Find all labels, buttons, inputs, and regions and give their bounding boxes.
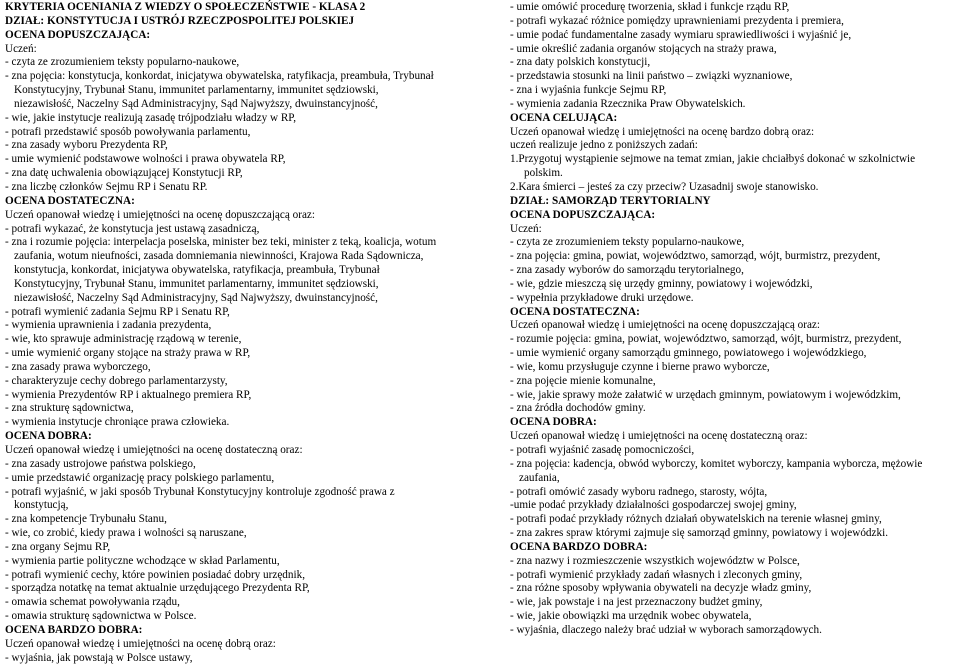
criteria-item: - zna zasady wyboru Prezydenta RP,: [5, 139, 168, 152]
criteria-item: - wyjaśnia, dlaczego należy brać udział w wyborach samorządowych.: [510, 623, 822, 636]
text-line: Uczeń:: [510, 222, 542, 235]
text-line: Uczeń opanował wiedzę i umiejętności na ocenę dobrą oraz:: [5, 637, 276, 650]
text-line: Uczeń opanował wiedzę i umiejętności na ocenę bardzo dobrą oraz:: [510, 125, 815, 138]
criteria-item: - zna pojęcia: kadencja, obwód wyborczy, komitet wyborczy, kampania wyborcza, mężowie: [510, 457, 923, 470]
criteria-item: - zna i wyjaśnia funkcje Sejmu RP,: [510, 84, 667, 97]
criteria-item: - zna różne sposoby wpływania obywateli na decyzje władz gminy,: [510, 582, 812, 595]
criteria-item: - wymienia zadania Rzecznika Praw Obywatelskich.: [510, 97, 746, 110]
text-line: uczeń realizuje jedno z poniższych zadań:: [510, 139, 698, 152]
criteria-item: - potrafi wyjaśnić zasadę pomocniczości,: [510, 444, 695, 456]
section-heading: KRYTERIA OCENIANIA Z WIEDZY O SPOŁECZEŃSTWIE - KLASA 2: [5, 1, 366, 13]
criteria-item: - potrafi wymienić przykłady zadań własnych i zleconych gminy,: [510, 568, 803, 581]
criteria-item: - charakteryzuje cechy dobrego parlamentarzysty,: [5, 374, 228, 387]
criteria-item: - zna pojęcie mienie komunalne,: [510, 374, 656, 387]
criteria-item: - zna organy Sejmu RP,: [5, 540, 111, 553]
section-heading: OCENA DOBRA:: [510, 416, 597, 429]
text-line: polskim.: [524, 167, 563, 180]
section-heading: OCENA DOBRA:: [5, 430, 92, 443]
text-line: Uczeń opanował wiedzę i umiejętności na ocenę dopuszczającą oraz:: [510, 319, 820, 332]
right-column: [510, 1, 955, 638]
criteria-item: - umie wymienić podstawowe wolności i prawa obywatela RP,: [5, 153, 286, 166]
criteria-item: - potrafi przedstawić sposób powoływania parlamentu,: [5, 125, 251, 138]
section-heading: OCENA CELUJĄCA:: [510, 111, 618, 124]
criteria-item: - zna pojęcia: gmina, powiat, województwo, samorząd, wójt, burmistrz, prezydent,: [510, 250, 881, 263]
criteria-item: - zna nazwy i rozmieszczenie wszystkich województw w Polsce,: [510, 554, 800, 567]
criteria-item: - potrafi wymienić cechy, które powinien posiadać dobry urzędnik,: [5, 568, 305, 581]
criteria-item: - wie, gdzie mieszczą się urzędy gminny, powiatowy i wojewódzki,: [510, 277, 813, 290]
section-heading: OCENA DOPUSZCZAJĄCA:: [5, 28, 151, 41]
criteria-item: - czyta ze zrozumieniem teksty popularno-naukowe,: [510, 236, 745, 249]
text-line: Uczeń opanował wiedzę i umiejętności na ocenę dostateczną oraz:: [510, 430, 808, 443]
text-line: konstytucja, konkordat, inicjatywa obywatelska, ratyfikacja, preambuła, Trybunał: [14, 264, 380, 277]
section-heading: OCENA DOSTATECZNA:: [5, 194, 135, 207]
criteria-item: - wymienia Prezydentów RP i aktualnego premiera RP,: [5, 388, 252, 401]
criteria-item: - wymienia uprawnienia i zadania prezydenta,: [5, 319, 212, 332]
criteria-item: - wie, co zrobić, kiedy prawa i wolności są naruszane,: [5, 527, 247, 540]
criteria-item: - sporządza notatkę na temat aktualnie urzędującego Prezydenta RP,: [5, 582, 310, 595]
criteria-item: - zna źródła dochodów gminy.: [510, 402, 646, 415]
section-heading: OCENA BARDZO DOBRA:: [510, 540, 648, 553]
criteria-item: - umie omówić procedurę tworzenia, skład i funkcje rządu RP,: [510, 1, 790, 13]
criteria-item: - zna kompetencje Trybunału Stanu,: [5, 513, 167, 526]
criteria-item: - umie określić zadania organów stojących na straży prawa,: [510, 42, 777, 55]
criteria-item: - zna zasady prawa wyborczego,: [5, 360, 151, 373]
section-heading: OCENA DOPUSZCZAJĄCA:: [510, 208, 656, 221]
criteria-item: - wie, jak powstaje i na jest przeznaczony budżet gminy,: [510, 596, 763, 609]
criteria-item: - potrafi omówić zasady wyboru radnego, starosty, wójta,: [510, 485, 768, 498]
criteria-item: - umie wymienić organy stojące na straży prawa w RP,: [5, 347, 251, 360]
text-line: 1.Przygotuj wystąpienie sejmowe na temat zmian, jakie chciałbyś dokonać w szkolnictwie: [510, 153, 916, 166]
criteria-item: - rozumie pojęcia: gmina, powiat, województwo, samorząd, wójt, burmistrz, prezydent,: [510, 333, 902, 346]
text-line: Uczeń:: [5, 42, 37, 55]
criteria-item: - wie, kto sprawuje administrację rządową w terenie,: [5, 333, 242, 346]
criteria-item: - zna zasady ustrojowe państwa polskiego,: [5, 457, 196, 470]
criteria-item: - zna daty polskich konstytucji,: [510, 56, 651, 69]
section-heading: OCENA DOSTATECZNA:: [510, 305, 640, 318]
text-line: Konstytucyjny, Trybunał Stanu, immunitet parlamentarny, immunitet sędziowski,: [14, 277, 379, 290]
text-line: Konstytucyjny, Trybunał Stanu, immunitet parlamentarny, immunitet sędziowski,: [14, 84, 379, 97]
text-line: niezawisłość, Naczelny Sąd Administracyjny, Sąd Najwyższy, dwuinstancyjność,: [14, 291, 378, 304]
criteria-item: - zna zakres spraw którymi zajmuje się samorząd gminny, powiatowy i wojewódzki.: [510, 527, 888, 540]
criteria-item: - zna datę uchwalenia obowiązującej Konstytucji RP,: [5, 167, 243, 180]
criteria-item: - zna pojęcia: konstytucja, konkordat, inicjatywa obywatelska, ratyfikacja, preambuła, Trybunał: [5, 70, 434, 83]
section-heading: DZIAŁ: SAMORZĄD TERYTORIALNY: [510, 194, 711, 207]
criteria-item: - umie wymienić organy samorządu gminnego, powiatowego i wojewódzkiego,: [510, 347, 867, 360]
criteria-item: - zna i rozumie pojęcia: interpelacja poselska, minister bez teki, minister z teką, koalicja, wotum: [5, 236, 437, 249]
criteria-item: - potrafi wykazać, że konstytucja jest ustawą zasadniczą,: [5, 222, 260, 235]
criteria-item: - przedstawia stosunki na linii państwo – związki wyznaniowe,: [510, 70, 793, 83]
criteria-item: - wie, jakie sprawy może załatwić w urzędach gminnym, powiatowym i wojewódzkim,: [510, 388, 901, 401]
criteria-item: - umie przedstawić organizację pracy polskiego parlamentu,: [5, 471, 275, 484]
criteria-item: - wymienia instytucje chroniące prawa człowieka.: [5, 416, 230, 429]
text-line: niezawisłość, Naczelny Sąd Administracyjny, Sąd Najwyższy, dwuinstancyjność,: [14, 97, 378, 110]
criteria-item: - czyta ze zrozumieniem teksty popularno-naukowe,: [5, 56, 240, 69]
criteria-item: - zna liczbę członków Sejmu RP i Senatu RP.: [5, 180, 208, 193]
criteria-item: - potrafi wykazać różnice pomiędzy uprawnieniami prezydenta i premiera,: [510, 14, 844, 27]
text-line: 2.Kara śmierci – jesteś za czy przeciw? Uzasadnij swoje stanowisko.: [510, 180, 819, 193]
text-line: zaufania, wotum nieufności, zasada domniemania niewinności, Krajowa Rada Sądownicza,: [14, 250, 424, 263]
criteria-item: - umie podać fundamentalne zasady wymiaru sprawiedliwości i wyjaśnić je,: [510, 28, 852, 41]
text-line: zaufania,: [519, 471, 560, 484]
text-line: Uczeń opanował wiedzę i umiejętności na ocenę dopuszczającą oraz:: [5, 208, 315, 221]
criteria-item: - wie, komu przysługuje czynne i bierne prawo wyborcze,: [510, 360, 770, 373]
criteria-item: - wypełnia przykładowe druki urzędowe.: [510, 291, 694, 304]
criteria-item: - wymienia partie polityczne wchodzące w skład Parlamentu,: [5, 554, 280, 567]
criteria-item: - omawia schemat powoływania rządu,: [5, 596, 180, 609]
criteria-item: - zna zasady wyborów do samorządu terytorialnego,: [510, 264, 744, 277]
section-heading: OCENA BARDZO DOBRA:: [5, 623, 143, 636]
text-line: konstytucją,: [14, 499, 69, 512]
criteria-item: - zna strukturę sądownictwa,: [5, 402, 134, 415]
criteria-item: - wyjaśnia, jak powstają w Polsce ustawy,: [5, 651, 193, 664]
text-line: Uczeń opanował wiedzę i umiejętności na ocenę dostateczną oraz:: [5, 444, 303, 456]
left-column: [5, 1, 485, 666]
criteria-item: - potrafi wymienić zadania Sejmu RP i Senatu RP,: [5, 305, 230, 318]
section-heading: DZIAŁ: KONSTYTUCJA I USTRÓJ RZECZPOSPOLITEJ POLSKIEJ: [5, 14, 355, 27]
criteria-item: -umie podać przykłady działalności gospodarczej swojej gminy,: [510, 499, 797, 512]
criteria-item: - wie, jakie instytucje realizują zasadę trójpodziału władzy w RP,: [5, 111, 297, 124]
criteria-item: - potrafi podać przykłady różnych działań obywatelskich na terenie własnej gminy,: [510, 513, 882, 526]
criteria-item: - potrafi wyjaśnić, w jaki sposób Trybunał Konstytucyjny kontroluje zgodność prawa z: [5, 485, 395, 498]
criteria-item: - omawia strukturę sądownictwa w Polsce.: [5, 610, 197, 623]
criteria-item: - wie, jakie obowiązki ma urzędnik wobec obywatela,: [510, 610, 752, 623]
